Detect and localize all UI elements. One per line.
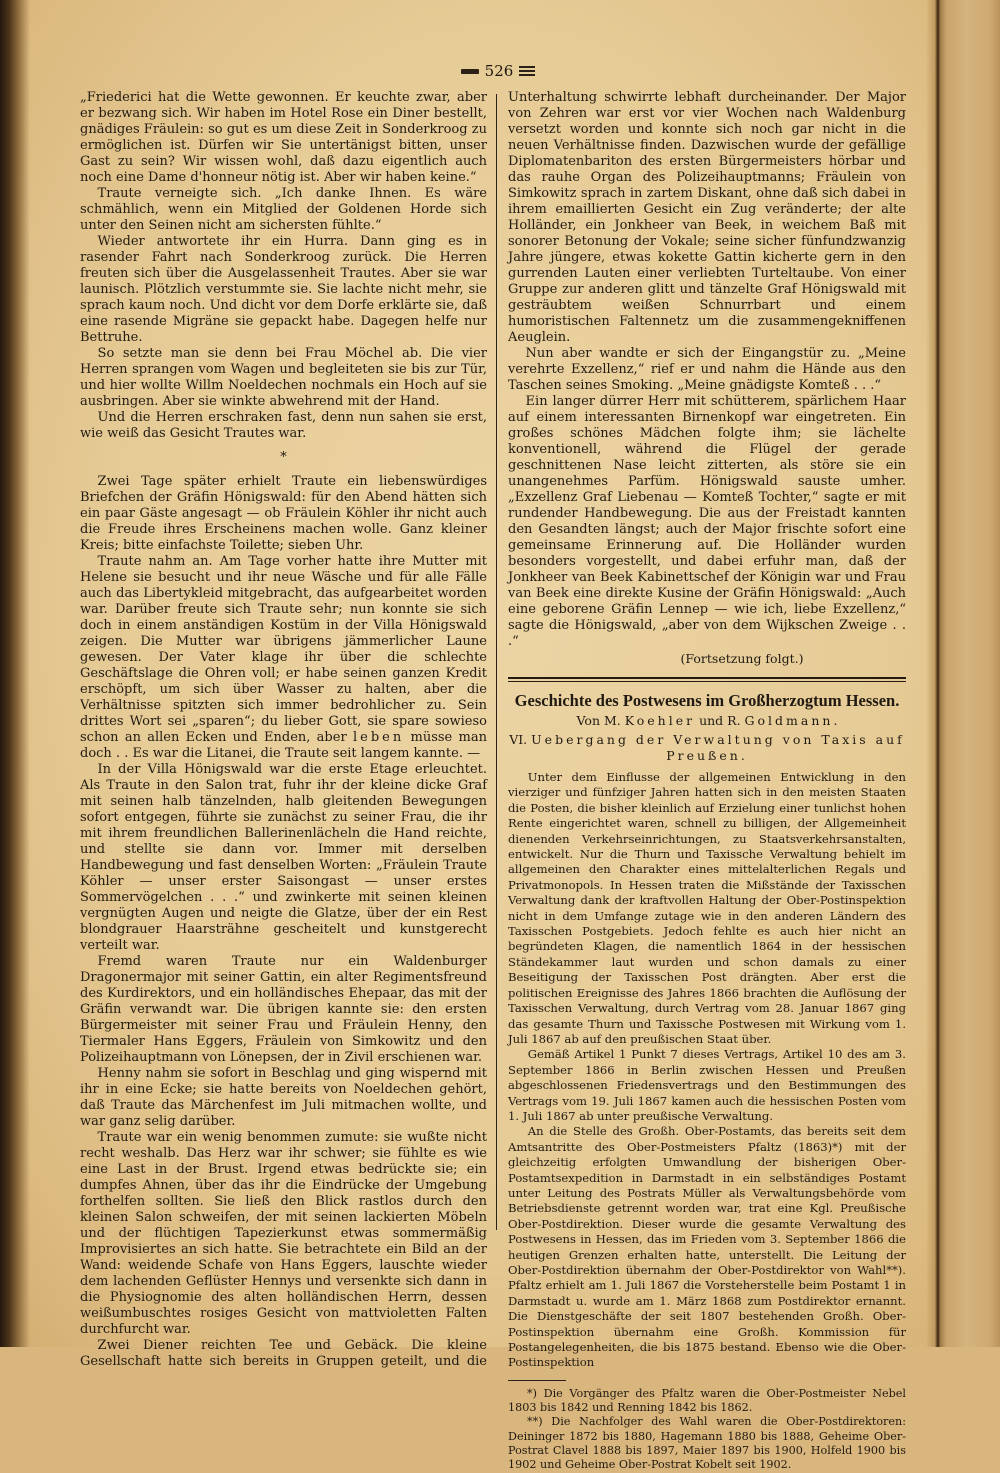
- story-text: müsse man doch . . Es war die Litanei, die Traute seit langem kannte. —: [80, 730, 487, 761]
- article-section-heading: [508, 732, 906, 764]
- byline-end: .: [833, 713, 838, 728]
- author-name: Koehler: [624, 713, 696, 728]
- postal-history-article: [508, 691, 906, 1473]
- story-continuation: [508, 90, 906, 667]
- left-column: [80, 90, 487, 1370]
- section-number: VI.: [509, 732, 528, 747]
- article-paragraph: An die Stelle des Großh. Ober-Postamts, das bereits seit dem Amtsantritte des Ober-Postmeisters Pfaltz (1863)*) mit der gleichzeitig erfolgten Umwandlung der bisherigen Ober-Postamtsexpedition in Darmstadt in ein selbständiges Postamt unter Leitung des Postrats Müller als Verwaltungsbehörde vom Betriebsdienste getrennt worden war, trat eine Kgl. Preußische Ober-Postdirektion. Dieser wurde die gesamte Verwaltung des Postwesens in Hessen, das im Frieden vom 3. September 1866 die heutigen Grenzen erhalten hatte, unterstellt. Die Leitung der Ober-Postdirektion übernahm der Ober-Postdirektor von Wahl**). Pfaltz erhielt am 1. Juli 1867 die Vorsteherstelle beim Postamt 1 in Darmstadt u. wurde am 1. März 1868 zum Postdirektor ernannt. Die Dienstgeschäfte der seit 1807 bestehenden Großh. Ober-Postinspektion übernahm eine Großh. Kommission für Postangelegenheiten, die bis 1875 bestand. Ebenso wie die Ober-Postinspektion: [508, 1124, 906, 1370]
- story-paragraph: Zwei Diener reichten Tee und Gebäck. Die kleine Gesellschaft hatte sich bereits in Gruppen geteilt, und die: [80, 1338, 487, 1369]
- page-number: 526: [484, 62, 514, 80]
- footnote: **) Die Nachfolger des Wahl waren die Ober-Postdirektoren: Deininger 1872 bis 1880, Hagemann 1880 bis 1888, Geheime Ober-Postrat Clavel 1888 bis 1897, Maier 1897 bis 1900, Holfeld 1900 bis 1902 und Geheime Ober-Postrat Kobelt seit 1902.: [508, 1415, 906, 1472]
- story-paragraph: So setzte man sie denn bei Frau Möchel ab. Die vier Herren sprangen vom Wagen und begleiteten sie bis zur Tür, und hier wollte Willm Noeldechen nochmals ein Hoch auf sie ausbringen. Aber sie winkte abwehrend mit der Hand.: [80, 346, 487, 409]
- article-divider: [508, 677, 906, 682]
- story-paragraph: Unterhaltung schwirrte lebhaft durcheinander. Der Major von Zehren war erst vor vier Wochen nach Waldenburg versetzt worden und konnte sich noch gar nicht in die neuen Verhältnisse finden. Dazwischen wurde der gefällige Diplomatenbariton des ersten Bürgermeisters hörbar und das rauhe Organ des Polizeihauptmanns; Fräulein von Simkowitz sprach in zartem Diskant, ohne daß sich dabei in ihrem emaillierten Gesicht ein Zug veränderte; der alte Holländer, ein Jonkheer van Beek, in weichem Baß mit sonorer Betonung der Vokale; seine sicher fünfundzwanzig Jahre jüngere, etwas kokette Gattin kicherte gern in den gurrenden Lauten einer verliebten Turteltaube. Von einer Gruppe zur anderen glitt und tänzelte Graf Hönigswald mit gesträubtem weißen Schnurrbart und einem humoristischen Faltennetz um die zusammengekniffenen Aeuglein.: [508, 90, 906, 345]
- binding-shadow: [0, 0, 30, 1347]
- article-paragraph: Unter dem Einflusse der allgemeinen Entwicklung in den vierziger und fünfziger Jahren hatten sich in den meisten Staaten die Posten, die bisher kleinlich auf Erzielung einer tunlichst hohen Rente eingerichtet waren, schnell zu billigen, der Allgemeinheit dienenden Verkehrseinrichtungen, zu Staatsverkehrsanstalten, entwickelt. Nur die Thurn und Taxissche Verwaltung behielt im allgemeinen den Charakter eines mittelalterlichen Regals und Privatmonopols. In Hessen traten die Mißstände der Taxisschen Verwaltung dank der kraftvollen Haltung der Ober-Postinspektion nicht in dem Umfange zutage wie in den anderen Ländern des Taxisschen Postgebiets. Jedoch fehlte es auch hier nicht an begründeten Klagen, die namentlich 1864 in der hessischen Ständekammer laut wurden und schon damals zu einer Beseitigung der Taxisschen Post drängten. Aber erst die politischen Ereignisse des Jahres 1866 brachten die Auflösung der Taxisschen Verwaltung, durch Vertrag vom 28. Januar 1867 ging das gesamte Thurn und Taxissche Postwesen mit Wirkung vom 1. Juli 1867 ab auf den preußischen Staat über.: [508, 770, 906, 1046]
- adjacent-page-edge: [926, 0, 1000, 1347]
- story-paragraph: Zwei Tage später erhielt Traute ein liebenswürdiges Briefchen der Gräfin Hönigswald: für den Abend hätten sich ein paar Gäste angesagt — ob Fräulein Köhler ihr nicht auch die Freude ihres Erscheinens machen wolle. Ganz kleiner Kreis; bitte einfachste Toilette; sieben Uhr.: [80, 474, 487, 553]
- section-separator: *: [280, 450, 287, 465]
- author-name: Goldmann: [744, 713, 834, 728]
- story-paragraph: „Friederici hat die Wette gewonnen. Er keuchte zwar, aber er bezwang sich. Wir haben im Hotel Rose ein Diner bestellt, gnädiges Fräulein: so gut es um diese Zeit in Sonderkroog zu ermöglichen ist. Dürfen wir Sie untertänigst bitten, unser Gast zu sein? Wir wissen wohl, daß dazu eigentlich auch noch eine Dame d'honneur nötig ist. Aber wir haben keine.“: [80, 90, 487, 185]
- byline-prefix: Von M.: [576, 713, 621, 728]
- byline-conjunction: und R.: [699, 713, 741, 728]
- article-title: Geschichte des Postwesens im Großherzogtum Hessen.: [514, 691, 900, 710]
- footnote: *) Die Vorgänger des Pfaltz waren die Ober-Postmeister Nebel 1803 bis 1842 und Renning 1842 bis 1862.: [508, 1386, 906, 1415]
- ornament-line: [519, 66, 535, 68]
- right-column: [508, 90, 906, 1473]
- story-paragraph: Traute war ein wenig benommen zumute: sie wußte nicht recht weshalb. Das Herz war ihr schwer; sie fühlte es wie eine Last in der Brust. Irgend etwas bedrückte sie; ein dumpfes Ahnen, über das ihr die Eindrücke der Umgebung forthelfen sollten. Sie ließ den Blick rastlos durch den kleinen Salon schweifen, der mit seinen lackierten Möbeln und der flüchtigen Tapezierkunst etwas sommermäßig Improvisiertes an sich hatte. Sie betrachtete ein Bild an der Wand: weidende Schafe von Hans Eggers, lauschte wieder dem lachenden Geflüster Hennys und versenkte sich dann in die Physiognomie des alten holländischen Herrn, dessen weißumbuschtes rosiges Gesicht von mattvioletten Falten durchfurcht war.: [80, 1130, 487, 1337]
- article-paragraph: Gemäß Artikel 1 Punkt 7 dieses Vertrags, Artikel 10 des am 3. September 1866 in Berlin zwischen Hessen und Preußen abgeschlossenen Friedensvertrags und den Bestimmungen des Vertrags vom 19. Juli 1867 kamen auch die hessischen Posten vom 1. Juli 1867 ab unter preußische Verwaltung.: [508, 1047, 906, 1123]
- to-be-continued-note: (Fortsetzung folgt.): [680, 651, 804, 666]
- story-paragraph: Fremd waren Traute nur ein Waldenburger Dragonermajor mit seiner Gattin, ein alter Regimentsfreund des Kurdirektors, und ein holländisches Ehepaar, das mit der Gräfin verwandt war. Die übrigen kannte sie: den ersten Bürgermeister mit seiner Frau und Fräulein Henny, den Tiermaler Hans Eggers, Fräulein von Simkowitz und den Polizeihauptmann von Lönepsen, der in Zivil erschienen war.: [80, 954, 487, 1065]
- ornament-left: [461, 69, 479, 74]
- footnotes: [508, 1387, 906, 1473]
- story-paragraph: Und die Herren erschraken fast, denn nun sahen sie erst, wie weiß das Gesicht Trautes war.: [80, 410, 487, 441]
- ornament-line: [519, 74, 535, 76]
- emphasized-word: leben: [352, 730, 405, 745]
- footnote-rule: [508, 1380, 566, 1381]
- story-paragraph: Wieder antwortete ihr ein Hurra. Dann ging es in rasender Fahrt nach Sonderkroog zurück. Die Herren freuten sich über die Ausgelassenheit Trautes. Aber sie war launisch. Plötzlich verstummte sie. Sie lachte nicht mehr, sie sprach kaum noch. Und dicht vor dem Dorfe erklärte sie, daß eine rasende Migräne sie gepackt habe. Dagegen helfe nur Bettruhe.: [80, 234, 487, 345]
- ornament-line: [519, 70, 535, 72]
- story-paragraph: Traute verneigte sich. „Ich danke Ihnen. Es wäre schmählich, wenn ein Mitglied der Goldenen Horde sich unter den Seinen nicht am sichersten fühlte.“: [80, 186, 487, 233]
- story-paragraph: Ein langer dürrer Herr mit schütterem, spärlichem Haar auf einem interessanten Birnenkopf war eingetreten. Ein großes schönes Mädchen folgte ihm; sie lächelte konventionell, während die Flügel der gerade geschnittenen Nase leicht zitterten, als störe sie ein unangenehmes Parfüm. Hönigswald sauste umher. „Exzellenz Graf Liebenau — Komteß Tochter,“ sagte er mit rundender Handbewegung. Die aus der Freistadt kannten den Gesandten längst; auch der Major frischte sofort eine gemeinsame Erinnerung auf. Die Holländer wurden besonders vorgestellt, und dabei erfuhr man, daß der Jonkheer van Beek Kabinettschef der Königin war und Frau van Beek eine direkte Kusine der Gräfin Hönigswald: „Auch eine geborene Gräfin Lennep — wie ich, liebe Exzellenz,“ sagte die Hönigswald, „aber von dem Wijkschen Zweige . . .“: [508, 394, 906, 649]
- story-paragraph: [80, 554, 487, 762]
- ornament-right: [519, 66, 535, 76]
- page-number-header: [452, 62, 544, 80]
- story-paragraph: Henny nahm sie sofort in Beschlag und ging wispernd mit ihr in eine Ecke; sie hatte bereits von Noeldechen gehört, daß Traute das Märchenfest im Juli mitmachen wollte, und war ganz selig darüber.: [80, 1066, 487, 1129]
- story-paragraph: In der Villa Hönigswald war die erste Etage erleuchtet. Als Traute in den Salon trat, fuhr ihr der kleine dicke Graf mit seinen halb tänzelnden, halb gleitenden Bewegungen sofort entgegen, führte sie zunächst zu seiner Frau, die ihr mit ihrem freundlichen Ballerinenlächeln die Hand reichte, und stellte sie dann vor. Immer mit derselben Handbewegung und fast denselben Worten: „Fräulein Traute Köhler — unser erster Saisongast — unser erstes Sommervögelchen . . .“ und zwinkerte mit seinen kleinen vergnügten Augen und neigte die Glatze, über der ein Rest blondgrauer Haarsträhne gescheitelt und kunstgerecht verteilt war.: [80, 762, 487, 953]
- column-rule: [496, 94, 497, 1230]
- story-paragraph: Nun aber wandte er sich der Eingangstür zu. „Meine verehrte Exzellenz,“ rief er und nahm die Hände aus den Taschen seines Smoking. „Meine gnädigste Komteß . . .“: [508, 346, 906, 393]
- section-title: Uebergang der Verwaltung von Taxis auf Preußen.: [531, 732, 905, 763]
- story-text: Traute nahm an. Am Tage vorher hatte ihre Mutter mit Helene sie besucht und ihr neue Wäsche und für alle Fälle auch das Libertykleid mitgebracht, das aufgearbeitet worden war. Darüber freute sich Traute sehr; nun konnte sie sich doch in einem anständigen Kostüm in der Villa Hönigswald zeigen. Die Mutter war übrigens jämmerlicher Laune gewesen. Der Vater klage ihr über die schlechte Geschäftslage die Ohren voll; er habe seinen ganzen Kredit erschöpft, um sich über Wasser zu halten, aber die Verhältnisse spitzten sich immer bedrohlicher zu. Sein drittes Wort sei „sparen“; du lieber Gott, sie spare sowieso schon an allen Ecken und Enden, aber: [80, 554, 487, 745]
- article-byline: [508, 713, 906, 729]
